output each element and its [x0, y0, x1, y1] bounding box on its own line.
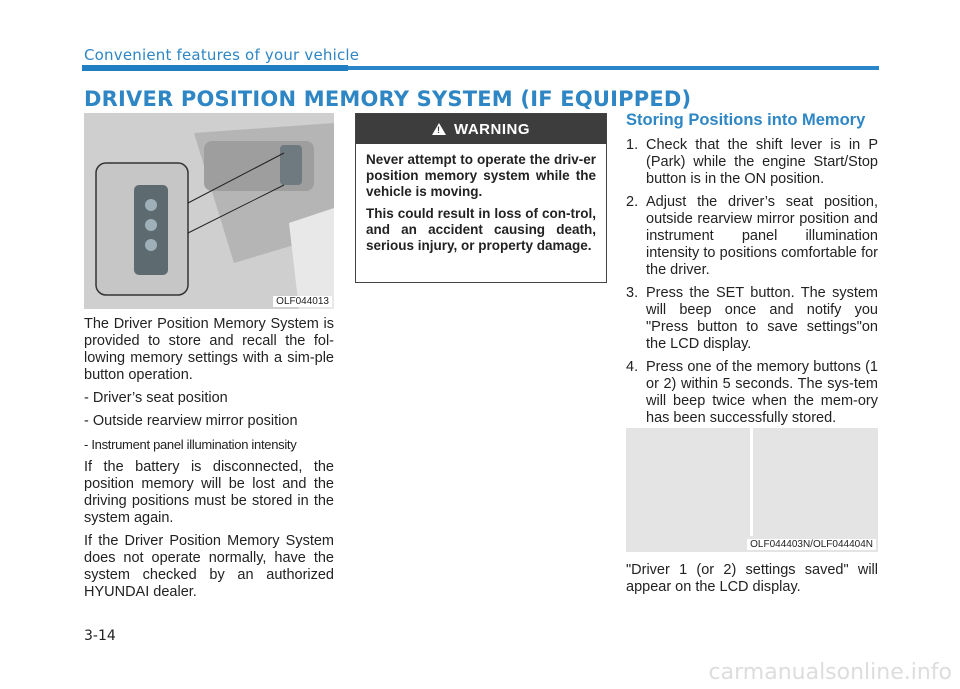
step-item — [626, 285, 878, 353]
step-text: Adjust the driver’s seat position, outside rearview mirror position and instrument panel illumination intensity to positions comfortable for the driver. — [646, 194, 878, 278]
watermark: carmanualsonline.info — [708, 660, 952, 685]
figure-divider — [750, 428, 753, 536]
step-number: 4. — [626, 359, 639, 375]
lcd-message-paragraph: "Driver 1 (or 2) settings saved" will appear on the LCD display. — [626, 562, 878, 595]
step-text: Press the SET button. The system will beep once and notify you "Press button to save settings"on the LCD display. — [646, 285, 878, 352]
page-title: DRIVER POSITION MEMORY SYSTEM (IF EQUIPPED) — [84, 87, 692, 111]
step-text: Press one of the memory buttons (1 or 2) within 5 seconds. The sys-tem will beep twice when the mem-ory has been successfully stored. — [646, 359, 878, 426]
step-text: Check that the shift lever is in P (Park) while the engine Start/Stop button is in the ON position. — [646, 137, 878, 187]
door-memory-buttons-illustration — [84, 113, 334, 309]
section-header: Convenient features of your vehicle — [84, 46, 360, 64]
warning-header — [356, 114, 606, 144]
step-item — [626, 359, 878, 427]
list-item: - Driver’s seat position — [84, 390, 228, 406]
subsection-title: Storing Positions into Memory — [626, 111, 866, 129]
warning-label: WARNING — [454, 120, 530, 138]
step-number: 3. — [626, 285, 639, 301]
warning-paragraph: This could result in loss of con-trol, and an accident causing death, serious injury, or property damage. — [366, 206, 596, 253]
figure-caption: OLF044013 — [273, 296, 332, 307]
list-item: - Outside rearview mirror position — [84, 413, 298, 429]
intro-paragraph: The Driver Position Memory System is provided to store and recall the fol-lowing memory settings with a sim-ple button operation. — [84, 316, 334, 383]
warning-box — [355, 113, 607, 283]
step-item — [626, 137, 878, 188]
column-1 — [84, 316, 334, 607]
warning-body — [356, 144, 606, 254]
warning-triangle-icon — [432, 123, 446, 135]
service-note: If the Driver Position Memory System does not operate normally, have the system checked by an authorized HYUNDAI dealer. — [84, 533, 334, 600]
battery-note: If the battery is disconnected, the position memory will be lost and the driving positions must be stored in the system again. — [84, 459, 334, 526]
door-panel-figure — [84, 113, 334, 309]
list-item: - Instrument panel illumination intensity — [84, 437, 297, 452]
header-rule — [82, 66, 879, 70]
figure-caption: OLF044403N/OLF044404N — [747, 539, 876, 550]
step-number: 2. — [626, 194, 639, 210]
step-item — [626, 194, 878, 279]
lcd-display-figure — [626, 428, 878, 552]
step-number: 1. — [626, 137, 639, 153]
page-number: 3-14 — [84, 628, 116, 644]
warning-paragraph: Never attempt to operate the driv-er position memory system while the vehicle is moving. — [366, 152, 596, 199]
column-3 — [626, 137, 878, 456]
